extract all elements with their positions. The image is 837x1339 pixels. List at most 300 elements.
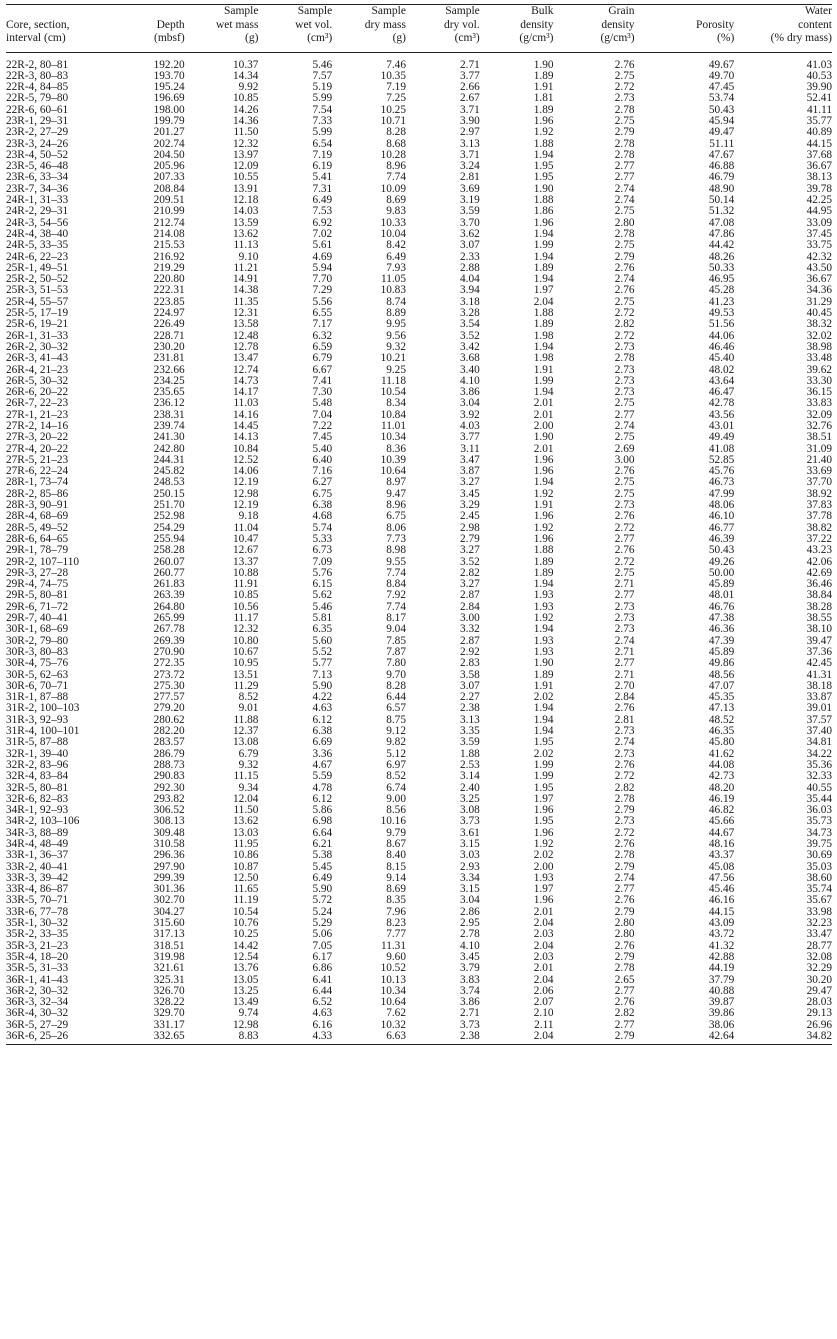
cell-grain-density: 2.71	[614, 645, 635, 658]
cell-dry-vol: 3.90	[459, 114, 480, 127]
cell-core-section: 29R-5, 80–81	[6, 589, 69, 602]
cell-bulk-density: 1.86	[533, 205, 554, 218]
cell-porosity: 42.73	[708, 770, 735, 783]
cell-grain-density: 2.76	[614, 758, 635, 771]
cell-wet-vol: 7.04	[312, 408, 333, 421]
cell-porosity: 45.94	[708, 114, 735, 127]
cell-wet-mass: 12.50	[233, 871, 259, 884]
cell-porosity: 50.14	[708, 194, 735, 207]
cell-wet-vol: 6.17	[312, 950, 333, 963]
cell-grain-density: 2.76	[614, 996, 635, 1009]
cell-dry-mass: 7.96	[386, 905, 406, 918]
cell-water-content: 40.53	[806, 69, 832, 82]
depth-header-line	[108, 5, 185, 19]
cell-bulk-density: 2.04	[533, 1030, 554, 1043]
cell-core-section: 23R-2, 27–29	[6, 126, 69, 139]
cell-porosity: 45.89	[708, 578, 735, 591]
cell-wet-vol: 7.05	[312, 939, 333, 952]
cell-dry-mass: 9.47	[386, 487, 406, 500]
cell-wet-mass: 10.54	[233, 905, 259, 918]
cell-water-content: 33.98	[806, 905, 832, 918]
cell-porosity: 45.08	[708, 860, 735, 873]
cell-wet-mass: 10.25	[233, 928, 259, 941]
cell-porosity: 49.53	[708, 307, 735, 320]
cell-bulk-density: 1.92	[533, 612, 554, 625]
cell-bulk-density: 1.96	[533, 114, 554, 127]
cell-grain-density: 2.76	[614, 702, 635, 715]
cell-water-content: 37.83	[806, 499, 832, 512]
cell-grain-density: 2.79	[614, 126, 635, 139]
cell-depth: 195.24	[153, 81, 185, 94]
cell-core-section: 24R-2, 29–31	[6, 205, 69, 218]
cell-water-content: 38.82	[806, 521, 832, 534]
cell-grain-density: 2.82	[614, 318, 635, 331]
cell-dry-vol: 3.08	[459, 804, 480, 817]
cell-grain-density: 2.75	[614, 239, 635, 252]
cell-dry-vol: 3.27	[459, 476, 480, 489]
cell-porosity: 41.08	[708, 442, 735, 455]
cell-water-content: 43.50	[806, 261, 832, 274]
cell-grain-density: 2.72	[614, 329, 635, 342]
cell-depth: 210.99	[153, 205, 185, 218]
cell-grain-density: 2.77	[614, 883, 635, 896]
cell-dry-vol: 3.32	[459, 623, 480, 636]
cell-grain-density: 2.73	[614, 725, 635, 738]
cell-water-content: 40.89	[806, 126, 832, 139]
cell-dry-vol: 3.15	[459, 883, 480, 896]
cell-grain-density: 2.79	[614, 804, 635, 817]
cell-grain-density: 2.77	[614, 160, 635, 173]
cell-porosity: 47.39	[708, 634, 735, 647]
cell-wet-vol: 5.72	[312, 894, 333, 907]
cell-wet-vol: 7.70	[312, 273, 333, 286]
cell-core-section: 33R-2, 40–41	[6, 860, 69, 873]
cell-dry-mass: 8.15	[386, 860, 406, 873]
cell-grain-density: 2.81	[614, 713, 635, 726]
cell-porosity: 46.79	[708, 171, 735, 184]
cell-depth: 267.78	[153, 623, 185, 636]
cell-water-content: 37.68	[806, 148, 832, 161]
cell-dry-vol: 3.29	[459, 499, 480, 512]
cell-porosity: 46.36	[708, 623, 735, 636]
cell-grain-density: 2.72	[614, 307, 635, 320]
cell-porosity: 47.07	[708, 679, 735, 692]
cell-wet-vol: 4.67	[312, 758, 333, 771]
cell-porosity: 51.11	[709, 137, 735, 150]
cell-wet-vol: 4.63	[312, 1007, 333, 1020]
cell-wet-mass: 9.01	[238, 702, 259, 715]
cell-dry-mass: 8.74	[386, 295, 406, 308]
cell-dry-mass: 8.28	[386, 126, 406, 139]
sample-dry-mass-header-line: dry mass	[364, 18, 406, 31]
cell-grain-density: 2.76	[614, 510, 635, 523]
cell-grain-density: 2.76	[614, 261, 635, 274]
cell-wet-vol: 6.64	[312, 826, 333, 839]
cell-wet-vol: 6.40	[312, 453, 333, 466]
cell-dry-vol: 2.78	[459, 928, 480, 941]
cell-dry-mass: 9.00	[386, 792, 406, 805]
cell-bulk-density: 1.90	[533, 657, 554, 670]
cell-wet-vol: 7.41	[312, 374, 333, 387]
cell-wet-vol: 3.36	[312, 747, 333, 760]
core-section-interval-header	[6, 5, 108, 53]
cell-wet-mass: 12.19	[233, 476, 259, 489]
cell-dry-mass: 9.55	[386, 555, 406, 568]
cell-depth: 292.30	[153, 781, 185, 794]
cell-porosity: 46.19	[708, 792, 735, 805]
cell-dry-vol: 2.71	[459, 58, 480, 71]
cell-wet-mass: 14.17	[233, 386, 259, 399]
cell-porosity: 38.06	[708, 1018, 735, 1031]
cell-water-content: 39.62	[806, 363, 832, 376]
cell-dry-vol: 2.71	[459, 1007, 480, 1020]
water-content-header-line: content	[798, 18, 832, 31]
bulk-density-header	[480, 5, 554, 53]
cell-core-section: 24R-1, 31–33	[6, 194, 69, 207]
cell-bulk-density: 1.94	[533, 148, 554, 161]
cell-water-content: 38.13	[806, 171, 832, 184]
cell-grain-density: 2.78	[614, 148, 635, 161]
grain-density-header	[554, 5, 635, 53]
cell-water-content: 26.96	[806, 1018, 832, 1031]
cell-porosity: 46.10	[708, 510, 735, 523]
cell-porosity: 46.46	[708, 340, 735, 353]
cell-dry-mass: 11.05	[380, 273, 406, 286]
grain-density-header-line: density	[601, 18, 635, 31]
cell-dry-mass: 8.40	[386, 849, 406, 862]
cell-depth: 310.58	[153, 837, 185, 850]
cell-dry-mass: 8.68	[386, 137, 406, 150]
cell-dry-vol: 3.59	[459, 736, 480, 749]
cell-water-content: 39.90	[806, 81, 832, 94]
cell-wet-mass: 14.16	[233, 408, 259, 421]
cell-wet-mass: 9.18	[238, 510, 259, 523]
sample-wet-mass-header-line: (g)	[245, 32, 259, 44]
cell-core-section: 29R-2, 107–110	[6, 555, 80, 568]
cell-dry-mass: 10.09	[380, 182, 406, 195]
cell-wet-vol: 4.33	[312, 1030, 333, 1043]
cell-core-section: 35R-4, 18–20	[6, 950, 69, 963]
cell-core-section: 32R-1, 39–40	[6, 747, 69, 760]
cell-water-content: 32.29	[806, 962, 832, 975]
cell-bulk-density: 1.96	[533, 216, 554, 229]
cell-depth: 201.27	[153, 126, 185, 139]
cell-core-section: 28R-3, 90–91	[6, 499, 69, 512]
cell-wet-vol: 6.12	[312, 792, 333, 805]
cell-grain-density: 2.80	[614, 928, 635, 941]
cell-dry-mass: 10.39	[380, 453, 406, 466]
cell-bulk-density: 1.99	[533, 770, 554, 783]
cell-dry-vol: 3.24	[459, 160, 480, 173]
cell-wet-mass: 11.50	[233, 804, 259, 817]
cell-wet-vol: 6.19	[312, 160, 333, 173]
cell-core-section: 25R-6, 19–21	[6, 318, 69, 331]
cell-wet-vol: 6.38	[312, 499, 333, 512]
cell-core-section: 26R-4, 21–23	[6, 363, 69, 376]
cell-depth: 283.57	[153, 736, 185, 749]
cell-depth: 228.71	[153, 329, 185, 342]
cell-wet-vol: 5.41	[312, 171, 333, 184]
cell-wet-mass: 11.15	[233, 770, 259, 783]
cell-core-section: 33R-4, 86–87	[6, 883, 69, 896]
cell-wet-vol: 7.17	[312, 318, 333, 331]
cell-grain-density: 3.00	[614, 453, 635, 466]
cell-grain-density: 2.77	[614, 171, 635, 184]
cell-dry-vol: 2.92	[459, 645, 480, 658]
cell-dry-mass: 9.82	[386, 736, 406, 749]
cell-bulk-density: 2.07	[533, 996, 554, 1009]
cell-dry-vol: 3.11	[460, 442, 480, 455]
cell-core-section: 36R-6, 25–26	[6, 1030, 69, 1043]
cell-wet-vol: 6.38	[312, 725, 333, 738]
cell-wet-mass: 11.91	[233, 578, 259, 591]
cell-wet-vol: 6.75	[312, 487, 333, 500]
cell-dry-vol: 4.04	[459, 273, 480, 286]
sample-dry-vol-header-line: (cm³)	[454, 32, 480, 44]
table-row	[6, 624, 832, 635]
cell-dry-vol: 3.59	[459, 205, 480, 218]
cell-porosity: 45.40	[708, 352, 735, 365]
cell-wet-vol: 6.21	[312, 837, 333, 850]
cell-dry-mass: 8.98	[386, 544, 406, 557]
cell-wet-mass: 13.97	[233, 148, 259, 161]
cell-porosity: 47.08	[708, 216, 735, 229]
cell-wet-mass: 14.42	[233, 939, 259, 952]
cell-depth: 264.80	[153, 600, 185, 613]
cell-dry-vol: 3.62	[459, 227, 480, 240]
cell-core-section: 22R-2, 80–81	[6, 58, 69, 71]
cell-dry-vol: 3.77	[459, 69, 480, 82]
cell-wet-mass: 9.32	[238, 758, 259, 771]
sample-wet-mass-header	[185, 5, 259, 53]
cell-dry-vol: 3.45	[459, 950, 480, 963]
cell-grain-density: 2.75	[614, 114, 635, 127]
cell-water-content: 37.70	[806, 476, 832, 489]
cell-depth: 277.57	[153, 691, 185, 704]
cell-depth: 270.90	[153, 645, 185, 658]
cell-core-section: 25R-1, 49–51	[6, 261, 69, 274]
cell-wet-mass: 12.74	[233, 363, 259, 376]
cell-water-content: 35.77	[806, 114, 832, 127]
cell-porosity: 50.43	[708, 103, 735, 116]
cell-bulk-density: 2.04	[533, 939, 554, 952]
table-row	[6, 963, 832, 974]
cell-porosity: 39.86	[708, 1007, 735, 1020]
cell-wet-mass: 10.47	[233, 532, 259, 545]
cell-dry-mass: 7.74	[386, 566, 406, 579]
cell-wet-vol: 6.55	[312, 307, 333, 320]
cell-bulk-density: 2.01	[533, 442, 554, 455]
cell-water-content: 43.23	[806, 544, 832, 557]
cell-grain-density: 2.82	[614, 781, 635, 794]
cell-bulk-density: 1.96	[533, 510, 554, 523]
cell-water-content: 33.09	[806, 216, 832, 229]
cell-dry-vol: 2.67	[459, 92, 480, 105]
cell-wet-vol: 6.54	[312, 137, 333, 150]
cell-water-content: 36.15	[806, 386, 832, 399]
cell-grain-density: 2.79	[614, 1030, 635, 1043]
cell-dry-vol: 3.13	[459, 713, 480, 726]
cell-depth: 245.82	[153, 465, 185, 478]
table-row	[6, 511, 832, 522]
cell-water-content: 21.40	[806, 453, 832, 466]
cell-porosity: 46.76	[708, 600, 735, 613]
cell-wet-mass: 13.62	[233, 815, 259, 828]
cell-bulk-density: 1.97	[533, 284, 554, 297]
table-body	[6, 52, 832, 1045]
cell-core-section: 28R-1, 73–74	[6, 476, 69, 489]
cell-bulk-density: 1.94	[533, 476, 554, 489]
cell-porosity: 45.76	[708, 465, 735, 478]
cell-depth: 202.74	[153, 137, 185, 150]
cell-porosity: 46.16	[708, 894, 735, 907]
cell-dry-mass: 8.96	[386, 499, 406, 512]
cell-bulk-density: 1.96	[533, 804, 554, 817]
grain-density-header-line: (g/cm³)	[600, 32, 635, 44]
cell-bulk-density: 2.04	[533, 917, 554, 930]
cell-dry-mass: 7.74	[386, 600, 406, 613]
cell-wet-mass: 14.36	[233, 114, 259, 127]
cell-porosity: 48.56	[708, 668, 735, 681]
cell-core-section: 22R-3, 80–83	[6, 69, 69, 82]
cell-dry-mass: 11.01	[380, 420, 406, 432]
cell-depth: 290.83	[153, 770, 185, 783]
sample-dry-mass-header-line: (g)	[392, 32, 406, 44]
cell-grain-density: 2.76	[614, 58, 635, 71]
cell-dry-vol: 3.83	[459, 973, 480, 986]
cell-porosity: 47.13	[708, 702, 735, 715]
cell-water-content: 28.77	[806, 939, 832, 952]
cell-dry-mass: 8.67	[386, 837, 406, 850]
cell-dry-vol: 2.98	[459, 521, 480, 534]
cell-bulk-density: 1.99	[533, 374, 554, 387]
cell-dry-mass: 9.83	[386, 205, 406, 218]
cell-depth: 204.50	[153, 148, 185, 161]
cell-dry-vol: 3.27	[459, 578, 480, 591]
cell-grain-density: 2.84	[614, 691, 635, 704]
cell-water-content: 34.36	[806, 284, 832, 297]
cell-wet-vol: 6.52	[312, 996, 333, 1009]
cell-bulk-density: 1.92	[533, 521, 554, 534]
cell-depth: 192.20	[153, 58, 185, 71]
cell-depth: 198.00	[153, 103, 185, 116]
cell-core-section: 35R-3, 21–23	[6, 939, 69, 952]
cell-bulk-density: 1.94	[533, 340, 554, 353]
cell-depth: 232.66	[153, 363, 185, 376]
table-row	[6, 658, 832, 669]
cell-grain-density: 2.75	[614, 476, 635, 489]
cell-core-section: 22R-6, 60–61	[6, 103, 69, 116]
cell-depth: 214.08	[153, 227, 185, 240]
cell-core-section: 36R-1, 41–43	[6, 973, 69, 986]
cell-porosity: 47.56	[708, 871, 735, 884]
cell-water-content: 37.36	[806, 645, 832, 658]
cell-porosity: 46.35	[708, 725, 735, 738]
cell-bulk-density: 2.02	[533, 849, 554, 862]
cell-dry-vol: 3.92	[459, 408, 480, 421]
cell-dry-mass: 10.13	[380, 973, 406, 986]
cell-grain-density: 2.73	[614, 623, 635, 636]
cell-core-section: 34R-1, 92–93	[6, 804, 69, 817]
cell-depth: 254.29	[153, 521, 185, 534]
cell-dry-mass: 6.49	[386, 250, 406, 263]
cell-bulk-density: 1.99	[533, 239, 554, 252]
cell-porosity: 46.39	[708, 532, 735, 545]
cell-bulk-density: 2.11	[534, 1018, 554, 1031]
cell-wet-mass: 12.31	[233, 307, 259, 320]
cell-wet-mass: 12.52	[233, 453, 259, 466]
cell-bulk-density: 1.92	[533, 126, 554, 139]
cell-porosity: 39.87	[708, 996, 735, 1009]
cell-water-content: 33.87	[806, 691, 832, 704]
cell-core-section: 27R-3, 20–22	[6, 431, 69, 444]
cell-dry-vol: 3.04	[459, 894, 480, 907]
cell-porosity: 44.08	[708, 758, 735, 771]
cell-grain-density: 2.76	[614, 837, 635, 850]
cell-depth: 326.70	[153, 984, 185, 997]
cell-depth: 209.51	[153, 194, 185, 207]
water-content-header-line: Water	[804, 5, 832, 17]
cell-wet-mass: 10.80	[233, 634, 259, 647]
cell-bulk-density: 1.94	[533, 250, 554, 263]
cell-water-content: 31.09	[806, 442, 832, 455]
cell-bulk-density: 1.95	[533, 160, 554, 173]
cell-porosity: 48.90	[708, 182, 735, 195]
cell-bulk-density: 2.02	[533, 747, 554, 760]
cell-dry-vol: 3.86	[459, 996, 480, 1009]
cell-porosity: 40.88	[708, 984, 735, 997]
cell-water-content: 38.32	[806, 318, 832, 331]
bulk-density-header-line: (g/cm³)	[519, 32, 554, 44]
cell-grain-density: 2.71	[614, 668, 635, 681]
cell-grain-density: 2.76	[614, 939, 635, 952]
cell-wet-vol: 5.60	[312, 634, 333, 647]
cell-bulk-density: 1.97	[533, 792, 554, 805]
cell-depth: 297.90	[153, 860, 185, 873]
cell-dry-vol: 3.04	[459, 397, 480, 410]
cell-porosity: 43.09	[708, 917, 735, 930]
cell-water-content: 34.81	[806, 736, 832, 749]
cell-dry-mass: 8.96	[386, 160, 406, 173]
cell-wet-mass: 11.35	[233, 295, 259, 308]
cell-depth: 196.69	[153, 92, 185, 105]
cell-dry-mass: 10.54	[380, 386, 406, 399]
cell-porosity: 48.02	[708, 363, 735, 376]
cell-bulk-density: 1.94	[533, 623, 554, 636]
cell-wet-mass: 10.37	[233, 58, 259, 71]
cell-wet-mass: 14.13	[233, 431, 259, 444]
cell-water-content: 34.73	[806, 826, 832, 839]
cell-dry-vol: 3.34	[459, 871, 480, 884]
cell-dry-mass: 10.64	[380, 465, 406, 478]
cell-core-section: 25R-4, 55–57	[6, 295, 69, 308]
cell-core-section: 27R-2, 14–16	[6, 420, 69, 432]
cell-depth: 318.51	[153, 939, 185, 952]
cell-dry-mass: 8.28	[386, 679, 406, 692]
cell-bulk-density: 1.90	[533, 431, 554, 444]
cell-water-content: 38.28	[806, 600, 832, 613]
cell-bulk-density: 1.94	[533, 227, 554, 240]
cell-water-content: 38.10	[806, 623, 832, 636]
cell-depth: 193.70	[153, 69, 185, 82]
cell-dry-mass: 7.46	[386, 58, 406, 71]
cell-water-content: 38.98	[806, 340, 832, 353]
cell-bulk-density: 1.94	[533, 713, 554, 726]
cell-depth: 301.36	[153, 883, 185, 896]
cell-wet-vol: 5.40	[312, 442, 333, 455]
cell-wet-vol: 5.77	[312, 657, 333, 670]
cell-bulk-density: 1.92	[533, 837, 554, 850]
